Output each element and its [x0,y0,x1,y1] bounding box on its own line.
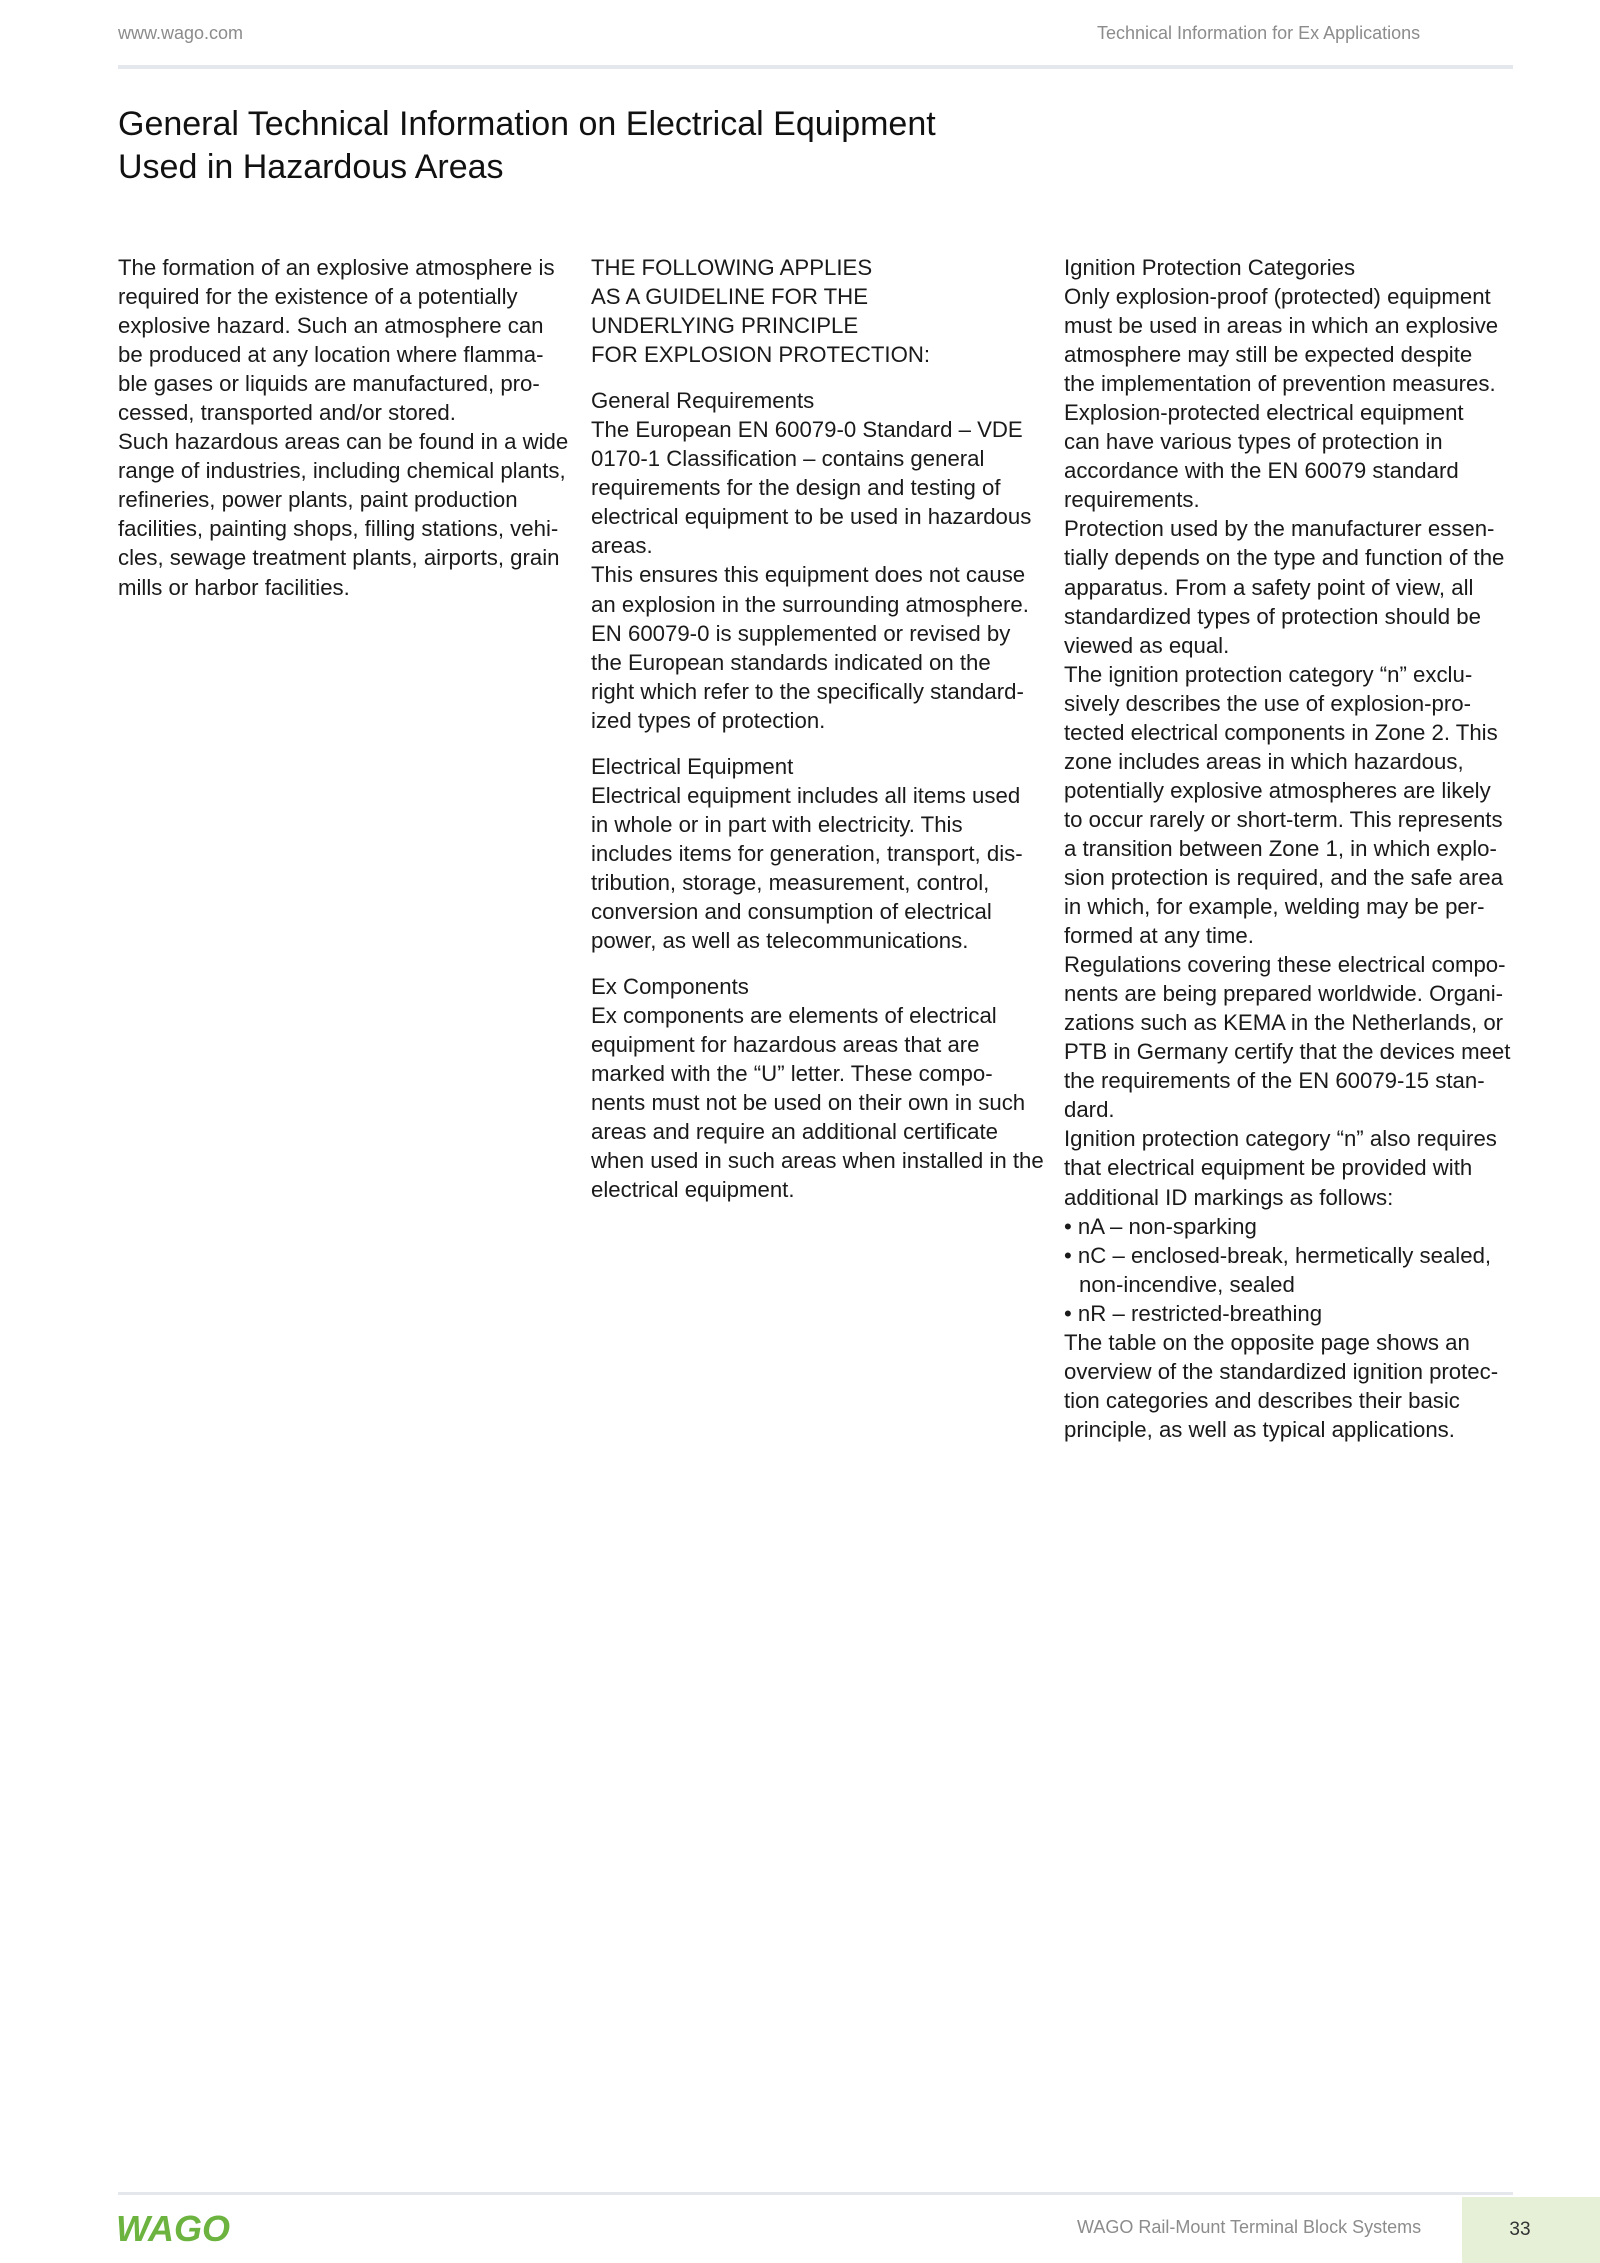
header-divider [118,65,1513,69]
footer-product-line: WAGO Rail-Mount Terminal Block Systems [1077,2217,1422,2237]
text-line: Ex components are elements of electrical [591,1003,997,1029]
column-guidelines [591,253,1043,1204]
text-line: conversion and consumption of electrical [591,898,992,924]
text-line: ble gases or liquids are manufactured, pro- [118,371,540,397]
paragraph-gap [591,955,1043,972]
wago-logo [116,2210,232,2246]
text-line: 0170-1 Classification – contains general [591,446,985,472]
text-line: requirements for the design and testing of [591,475,1001,501]
text-line: range of industries, including chemical plants, [118,458,566,484]
paragraph-gap [591,369,1043,386]
text-line: UNDERLYING PRINCIPLE [591,313,859,339]
text-line: dard. [1064,1097,1115,1123]
text-line: Electrical equipment includes all items used [591,782,1021,808]
text-line: explosive hazard. Such an atmosphere can [118,313,544,339]
text-line: right which refer to the specifically standard- [591,678,1024,704]
column-intro [118,253,570,602]
text-line: PTB in Germany certify that the devices meet [1064,1039,1511,1065]
text-line: be produced at any location where flamma- [118,342,544,368]
text-line: THE FOLLOWING APPLIES [591,255,873,280]
text-line: in which, for example, welding may be per- [1064,894,1485,920]
page-title [118,103,1018,189]
text-line: Such hazardous areas can be found in a wide [118,429,569,455]
text-line: potentially explosive atmospheres are likely [1064,777,1491,803]
text-line: EN 60079-0 is supplemented or revised by [591,620,1011,646]
svg-text:WAGO: WAGO [116,2210,230,2246]
text-line: in whole or in part with electricity. This [591,811,963,837]
text-line: additional ID markings as follows: [1064,1184,1394,1210]
header-section-title: Technical Information for Ex Applications [1097,23,1421,43]
text-line: zone includes areas in which hazardous, [1064,748,1464,774]
text-line: that electrical equipment be provided with [1064,1155,1473,1181]
section-heading-general-requirements: General Requirements [591,388,815,414]
text-line: facilities, painting shops, filling stations, vehi- [118,516,559,542]
bullet-item-nc-continuation: non-incendive, sealed [1079,1271,1295,1297]
text-line: principle, as well as typical applications. [1064,1416,1455,1442]
text-line: Protection used by the manufacturer essen- [1064,516,1495,542]
text-line: ized types of protection. [591,707,826,733]
text-line: nents are being prepared worldwide. Organi- [1064,981,1504,1007]
text-line: areas. [591,533,653,559]
text-line: The ignition protection category “n” exclu- [1064,661,1473,687]
text-line: zations such as KEMA in the Netherlands, or [1064,1010,1504,1036]
text-line: the implementation of prevention measures. [1064,371,1496,397]
section-heading-electrical-equipment: Electrical Equipment [591,753,794,779]
text-line: The formation of an explosive atmosphere is [118,255,555,280]
text-line: electrical equipment. [591,1177,795,1203]
text-line: a transition between Zone 1, in which explo- [1064,835,1497,861]
paragraph-gap [591,735,1043,752]
text-line: Regulations covering these electrical compo- [1064,952,1506,978]
text-line: The table on the opposite page shows an [1064,1329,1470,1355]
text-line: required for the existence of a potentially [118,284,518,310]
text-line: formed at any time. [1064,923,1254,949]
text-line: tribution, storage, measurement, control, [591,869,990,895]
section-heading-ignition-protection: Ignition Protection Categories [1064,255,1356,280]
text-line: requirements. [1064,487,1200,513]
text-line: sively describes the use of explosion-pro- [1064,690,1471,716]
page-number-box [1462,2197,1600,2263]
bullet-item-nc: • nC – enclosed-break, hermetically sealed, [1064,1242,1492,1268]
text-line: includes items for generation, transport, dis- [591,840,1023,866]
column-ignition-protection [1064,253,1524,1444]
bullet-item-na: • nA – non-sparking [1064,1213,1257,1239]
page-number: 33 [1509,2219,1531,2240]
guideline-heading [591,253,1043,369]
text-line: marked with the “U” letter. These compo- [591,1061,993,1087]
text-line: atmosphere may still be expected despite [1064,342,1473,368]
page-title-line: General Technical Information on Electrical Equipment [118,105,936,143]
text-line: tially depends on the type and function of the [1064,545,1505,571]
text-line: equipment for hazardous areas that are [591,1032,980,1058]
text-line: viewed as equal. [1064,632,1230,658]
text-line: tion categories and describes their basic [1064,1387,1460,1413]
text-line: must be used in areas in which an explosive [1064,313,1499,339]
text-line: sion protection is required, and the safe area [1064,864,1504,890]
text-line: when used in such areas when installed in the [591,1148,1044,1174]
text-line: power, as well as telecommunications. [591,928,969,954]
text-line: the European standards indicated on the [591,649,991,675]
text-line: overview of the standardized ignition protec- [1064,1358,1499,1384]
text-line: nents must not be used on their own in such [591,1090,1026,1116]
text-line: mills or harbor facilities. [118,574,350,600]
text-line: AS A GUIDELINE FOR THE [591,284,869,310]
text-line: apparatus. From a safety point of view, all [1064,574,1474,600]
page-title-line: Used in Hazardous Areas [118,148,504,186]
section-heading-ex-components: Ex Components [591,974,749,1000]
text-line: cessed, transported and/or stored. [118,400,456,426]
text-line: the requirements of the EN 60079-15 stan- [1064,1068,1485,1094]
text-line: tected electrical components in Zone 2. This [1064,719,1498,745]
text-line: to occur rarely or short-term. This represents [1064,806,1503,832]
text-line: Explosion-protected electrical equipment [1064,400,1464,426]
text-line: refineries, power plants, paint production [118,487,518,513]
text-line: electrical equipment to be used in hazardous [591,504,1032,530]
text-line: Only explosion-proof (protected) equipment [1064,284,1491,310]
header-website: www.wago.com [118,23,244,43]
text-line: The European EN 60079-0 Standard – VDE [591,417,1023,443]
footer-divider [118,2192,1513,2195]
text-line: can have various types of protection in [1064,429,1443,455]
bullet-item-nr: • nR – restricted-breathing [1064,1300,1323,1326]
text-line: standardized types of protection should be [1064,603,1481,629]
text-line: Ignition protection category “n” also requires [1064,1126,1497,1152]
text-line: accordance with the EN 60079 standard [1064,458,1459,484]
text-line: FOR EXPLOSION PROTECTION: [591,342,931,368]
text-line: areas and require an additional certificate [591,1119,999,1145]
text-line: This ensures this equipment does not cause [591,562,1026,588]
text-line: cles, sewage treatment plants, airports, grain [118,545,560,571]
text-line: an explosion in the surrounding atmosphere. [591,591,1029,617]
